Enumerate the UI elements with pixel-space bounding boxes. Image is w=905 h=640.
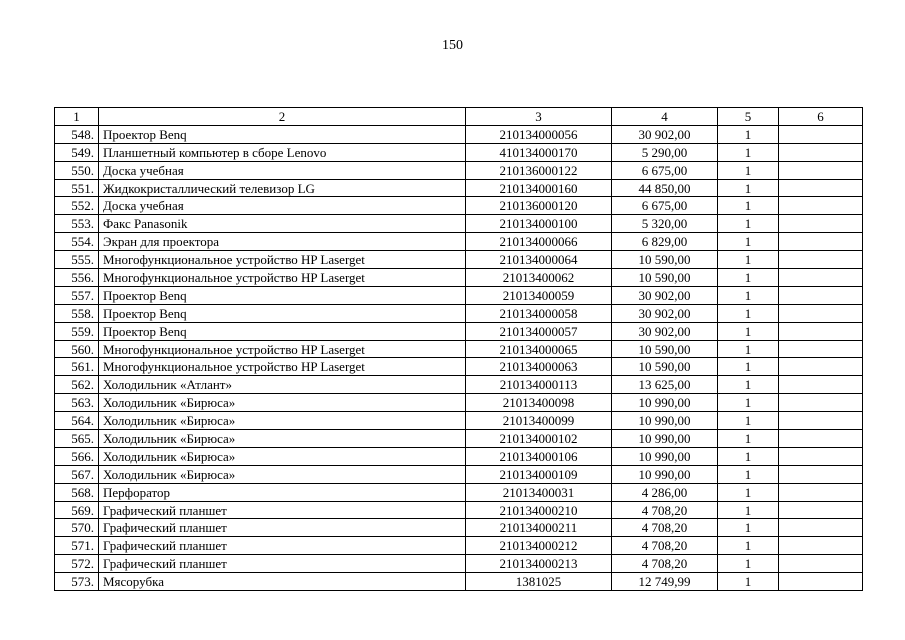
column-6-cell [779, 376, 863, 394]
item-name-cell: Доска учебная [99, 197, 466, 215]
item-name-cell: Холодильник «Бирюса» [99, 412, 466, 430]
table-row [55, 430, 863, 448]
price-cell: 6 675,00 [612, 197, 718, 215]
item-name-cell: Проектор Benq [99, 322, 466, 340]
table-row [55, 251, 863, 269]
quantity-cell: 1 [718, 447, 779, 465]
price-cell: 10 590,00 [612, 340, 718, 358]
quantity-cell: 1 [718, 394, 779, 412]
quantity-cell: 1 [718, 269, 779, 287]
quantity-cell: 1 [718, 430, 779, 448]
quantity-cell: 1 [718, 322, 779, 340]
row-number-cell: 569. [55, 501, 99, 519]
inventory-code-cell: 210134000064 [466, 251, 612, 269]
column-6-cell [779, 251, 863, 269]
table-row [55, 447, 863, 465]
quantity-cell: 1 [718, 519, 779, 537]
item-name-cell: Холодильник «Бирюса» [99, 394, 466, 412]
item-name-cell: Доска учебная [99, 161, 466, 179]
row-number-cell: 564. [55, 412, 99, 430]
column-6-cell [779, 519, 863, 537]
inventory-code-cell: 210134000057 [466, 322, 612, 340]
column-6-cell [779, 269, 863, 287]
inventory-code-cell: 210136000122 [466, 161, 612, 179]
item-name-cell: Холодильник «Бирюса» [99, 447, 466, 465]
quantity-cell: 1 [718, 233, 779, 251]
item-name-cell: Проектор Benq [99, 286, 466, 304]
item-name-cell: Многофункциональное устройство HP Laserget [99, 269, 466, 287]
table-row [55, 197, 863, 215]
item-name-cell: Планшетный компьютер в сборе Lenovo [99, 143, 466, 161]
row-number-cell: 567. [55, 465, 99, 483]
quantity-cell: 1 [718, 501, 779, 519]
row-number-cell: 571. [55, 537, 99, 555]
table-row [55, 501, 863, 519]
inventory-code-cell: 210134000211 [466, 519, 612, 537]
quantity-cell: 1 [718, 465, 779, 483]
row-number-cell: 551. [55, 179, 99, 197]
column-header-6: 6 [779, 108, 863, 126]
inventory-code-cell: 210134000066 [466, 233, 612, 251]
inventory-code-cell: 210134000056 [466, 125, 612, 143]
price-cell: 6 675,00 [612, 161, 718, 179]
column-header-3: 3 [466, 108, 612, 126]
table-row [55, 143, 863, 161]
item-name-cell: Проектор Benq [99, 304, 466, 322]
quantity-cell: 1 [718, 161, 779, 179]
price-cell: 4 286,00 [612, 483, 718, 501]
item-name-cell: Проектор Benq [99, 125, 466, 143]
price-cell: 5 290,00 [612, 143, 718, 161]
column-6-cell [779, 322, 863, 340]
row-number-cell: 555. [55, 251, 99, 269]
table-row [55, 483, 863, 501]
inventory-code-cell: 210134000065 [466, 340, 612, 358]
price-cell: 10 990,00 [612, 447, 718, 465]
quantity-cell: 1 [718, 573, 779, 591]
column-6-cell [779, 340, 863, 358]
item-name-cell: Многофункциональное устройство HP Laserget [99, 340, 466, 358]
table-row [55, 412, 863, 430]
row-number-cell: 554. [55, 233, 99, 251]
quantity-cell: 1 [718, 537, 779, 555]
price-cell: 13 625,00 [612, 376, 718, 394]
column-6-cell [779, 358, 863, 376]
inventory-code-cell: 210134000106 [466, 447, 612, 465]
quantity-cell: 1 [718, 304, 779, 322]
column-6-cell [779, 197, 863, 215]
row-number-cell: 548. [55, 125, 99, 143]
price-cell: 44 850,00 [612, 179, 718, 197]
row-number-cell: 572. [55, 555, 99, 573]
table-row [55, 179, 863, 197]
column-header-2: 2 [99, 108, 466, 126]
column-6-cell [779, 161, 863, 179]
row-number-cell: 562. [55, 376, 99, 394]
table-row [55, 233, 863, 251]
inventory-code-cell: 210134000210 [466, 501, 612, 519]
row-number-cell: 566. [55, 447, 99, 465]
table-row [55, 537, 863, 555]
page-number: 150 [442, 38, 463, 53]
table-row [55, 519, 863, 537]
item-name-cell: Холодильник «Бирюса» [99, 430, 466, 448]
column-6-cell [779, 394, 863, 412]
quantity-cell: 1 [718, 197, 779, 215]
table-row [55, 269, 863, 287]
quantity-cell: 1 [718, 340, 779, 358]
quantity-cell: 1 [718, 251, 779, 269]
item-name-cell: Холодильник «Атлант» [99, 376, 466, 394]
price-cell: 10 590,00 [612, 251, 718, 269]
quantity-cell: 1 [718, 179, 779, 197]
item-name-cell: Многофункциональное устройство HP Laserget [99, 251, 466, 269]
row-number-cell: 565. [55, 430, 99, 448]
row-number-cell: 557. [55, 286, 99, 304]
quantity-cell: 1 [718, 376, 779, 394]
column-6-cell [779, 483, 863, 501]
table-row [55, 161, 863, 179]
inventory-code-cell: 210134000100 [466, 215, 612, 233]
row-number-cell: 570. [55, 519, 99, 537]
inventory-code-cell: 210134000213 [466, 555, 612, 573]
item-name-cell: Перфоратор [99, 483, 466, 501]
column-6-cell [779, 179, 863, 197]
table-row [55, 573, 863, 591]
quantity-cell: 1 [718, 483, 779, 501]
inventory-code-cell: 210134000160 [466, 179, 612, 197]
table-row [55, 304, 863, 322]
inventory-code-cell: 1381025 [466, 573, 612, 591]
table-row [55, 465, 863, 483]
price-cell: 4 708,20 [612, 555, 718, 573]
column-6-cell [779, 573, 863, 591]
inventory-code-cell: 21013400098 [466, 394, 612, 412]
column-6-cell [779, 286, 863, 304]
row-number-cell: 552. [55, 197, 99, 215]
table-row [55, 394, 863, 412]
item-name-cell: Графический планшет [99, 501, 466, 519]
price-cell: 30 902,00 [612, 322, 718, 340]
column-6-cell [779, 233, 863, 251]
table-row [55, 286, 863, 304]
quantity-cell: 1 [718, 215, 779, 233]
column-header-4: 4 [612, 108, 718, 126]
item-name-cell: Мясорубка [99, 573, 466, 591]
price-cell: 10 990,00 [612, 430, 718, 448]
row-number-cell: 550. [55, 161, 99, 179]
row-number-cell: 573. [55, 573, 99, 591]
row-number-cell: 549. [55, 143, 99, 161]
column-6-cell [779, 447, 863, 465]
price-cell: 30 902,00 [612, 286, 718, 304]
inventory-code-cell: 410134000170 [466, 143, 612, 161]
quantity-cell: 1 [718, 125, 779, 143]
table-row [55, 555, 863, 573]
column-6-cell [779, 125, 863, 143]
table-row [55, 340, 863, 358]
price-cell: 10 990,00 [612, 465, 718, 483]
item-name-cell: Графический планшет [99, 519, 466, 537]
item-name-cell: Факс Panasonik [99, 215, 466, 233]
table-row [55, 125, 863, 143]
inventory-code-cell: 210136000120 [466, 197, 612, 215]
inventory-code-cell: 210134000113 [466, 376, 612, 394]
column-6-cell [779, 215, 863, 233]
row-number-cell: 556. [55, 269, 99, 287]
table-row [55, 215, 863, 233]
price-cell: 10 990,00 [612, 394, 718, 412]
price-cell: 10 990,00 [612, 412, 718, 430]
price-cell: 30 902,00 [612, 125, 718, 143]
quantity-cell: 1 [718, 286, 779, 304]
row-number-cell: 568. [55, 483, 99, 501]
column-6-cell [779, 465, 863, 483]
inventory-code-cell: 210134000102 [466, 430, 612, 448]
inventory-code-cell: 21013400099 [466, 412, 612, 430]
row-number-cell: 559. [55, 322, 99, 340]
row-number-cell: 563. [55, 394, 99, 412]
header-row [55, 108, 863, 126]
table-row [55, 322, 863, 340]
row-number-cell: 558. [55, 304, 99, 322]
item-name-cell: Холодильник «Бирюса» [99, 465, 466, 483]
quantity-cell: 1 [718, 143, 779, 161]
item-name-cell: Жидкокристаллический телевизор LG [99, 179, 466, 197]
column-6-cell [779, 501, 863, 519]
column-6-cell [779, 143, 863, 161]
quantity-cell: 1 [718, 555, 779, 573]
column-6-cell [779, 430, 863, 448]
inventory-table [54, 107, 863, 591]
price-cell: 5 320,00 [612, 215, 718, 233]
inventory-code-cell: 210134000212 [466, 537, 612, 555]
item-name-cell: Экран для проектора [99, 233, 466, 251]
column-6-cell [779, 537, 863, 555]
price-cell: 4 708,20 [612, 519, 718, 537]
column-header-5: 5 [718, 108, 779, 126]
quantity-cell: 1 [718, 412, 779, 430]
item-name-cell: Многофункциональное устройство HP Laserget [99, 358, 466, 376]
inventory-code-cell: 210134000109 [466, 465, 612, 483]
item-name-cell: Графический планшет [99, 555, 466, 573]
table-body [55, 125, 863, 590]
price-cell: 10 590,00 [612, 269, 718, 287]
price-cell: 4 708,20 [612, 537, 718, 555]
quantity-cell: 1 [718, 358, 779, 376]
column-6-cell [779, 555, 863, 573]
row-number-cell: 553. [55, 215, 99, 233]
inventory-code-cell: 210134000058 [466, 304, 612, 322]
inventory-code-cell: 210134000063 [466, 358, 612, 376]
inventory-code-cell: 21013400062 [466, 269, 612, 287]
price-cell: 4 708,20 [612, 501, 718, 519]
column-header-1: 1 [55, 108, 99, 126]
price-cell: 12 749,99 [612, 573, 718, 591]
price-cell: 10 590,00 [612, 358, 718, 376]
inventory-code-cell: 21013400059 [466, 286, 612, 304]
item-name-cell: Графический планшет [99, 537, 466, 555]
table-row [55, 358, 863, 376]
price-cell: 30 902,00 [612, 304, 718, 322]
inventory-code-cell: 21013400031 [466, 483, 612, 501]
row-number-cell: 560. [55, 340, 99, 358]
column-6-cell [779, 412, 863, 430]
column-6-cell [779, 304, 863, 322]
table-row [55, 376, 863, 394]
price-cell: 6 829,00 [612, 233, 718, 251]
row-number-cell: 561. [55, 358, 99, 376]
